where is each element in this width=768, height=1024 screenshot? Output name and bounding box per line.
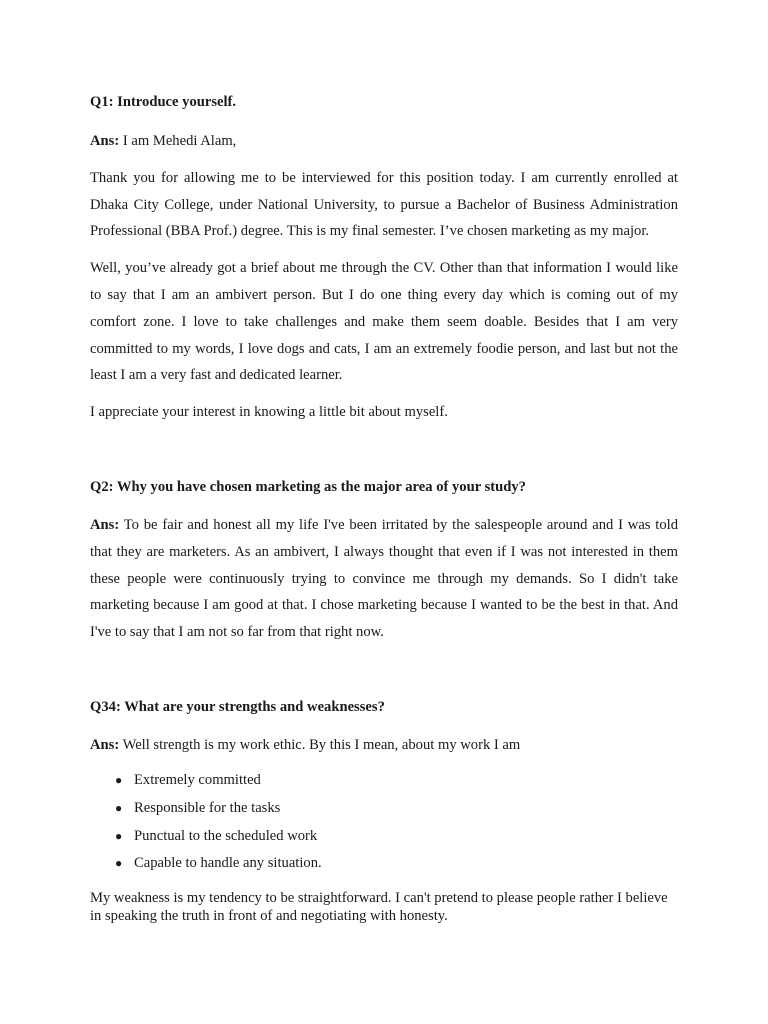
list-item-text: Responsible for the tasks — [134, 799, 281, 816]
bullet-icon: ● — [115, 800, 123, 815]
list-item-text: Extremely committed — [134, 771, 261, 788]
strengths-list — [90, 767, 678, 879]
question-1-paragraph-3: I appreciate your interest in knowing a little bit about myself. — [90, 404, 448, 421]
question-3-answer-intro — [90, 732, 678, 759]
question-2-answer — [90, 512, 678, 646]
question-1-heading: Q1: Introduce yourself. — [90, 94, 237, 110]
list-item — [115, 850, 678, 878]
list-item — [115, 823, 678, 851]
weakness-paragraph: My weakness is my tendency to be straightforward. I can't pretend to please people rather I believe in speaking the truth in front of and negotiating with honesty. — [90, 890, 668, 924]
question-1-paragraph-2: Well, you’ve already got a brief about me through the CV. Other than that information I would like to say that I am an ambivert person. But I do one thing every day which is coming out of my comfort zone. I love to take challenges and make them seem doable. Besides that I am very committed to my words, I love dogs and cats, I am an extremely foodie person, and last but not the least I am a very fast and dedicated learner. — [90, 260, 678, 384]
question-3-heading: Q34: What are your strengths and weaknesses? — [90, 698, 385, 715]
question-1-paragraph-1: Thank you for allowing me to be interviewed for this position today. I am currently enrolled at Dhaka City College, under National University, to pursue a Bachelor of Business Administration Professional (BBA Prof.) degree. This is my final semester. I’ve chosen marketing as my major. — [90, 169, 678, 240]
bullet-icon: ● — [115, 856, 123, 871]
bullet-icon: ● — [115, 772, 123, 787]
list-item — [115, 795, 678, 823]
list-item-text: Capable to handle any situation. — [134, 855, 322, 872]
bullet-icon: ● — [115, 828, 123, 843]
list-item-text: Punctual to the scheduled work — [134, 827, 318, 844]
answer-label: Ans: — [90, 736, 120, 753]
question-2-heading: Q2: Why you have chosen marketing as the major area of your study? — [90, 478, 526, 495]
answer-text: To be fair and honest all my life I've been irritated by the salespeople around and I was told that they are marketers. As an ambivert, I always thought that even if I was not interested in them these people were continuously trying to convince me through my demands. So I didn't take marketing because I am good at that. I chose marketing because I wanted to be the best in that. And I've to say that I am not so far from that right now. — [90, 516, 678, 641]
answer-text: Well strength is my work ethic. By this I mean, about my work I am — [119, 736, 521, 753]
answer-text: I am Mehedi Alam, — [119, 133, 237, 149]
answer-label: Ans: — [90, 516, 120, 533]
list-item — [115, 767, 678, 795]
document-body — [90, 91, 678, 925]
answer-label: Ans: — [90, 133, 120, 149]
question-1-answer-intro — [90, 128, 678, 155]
